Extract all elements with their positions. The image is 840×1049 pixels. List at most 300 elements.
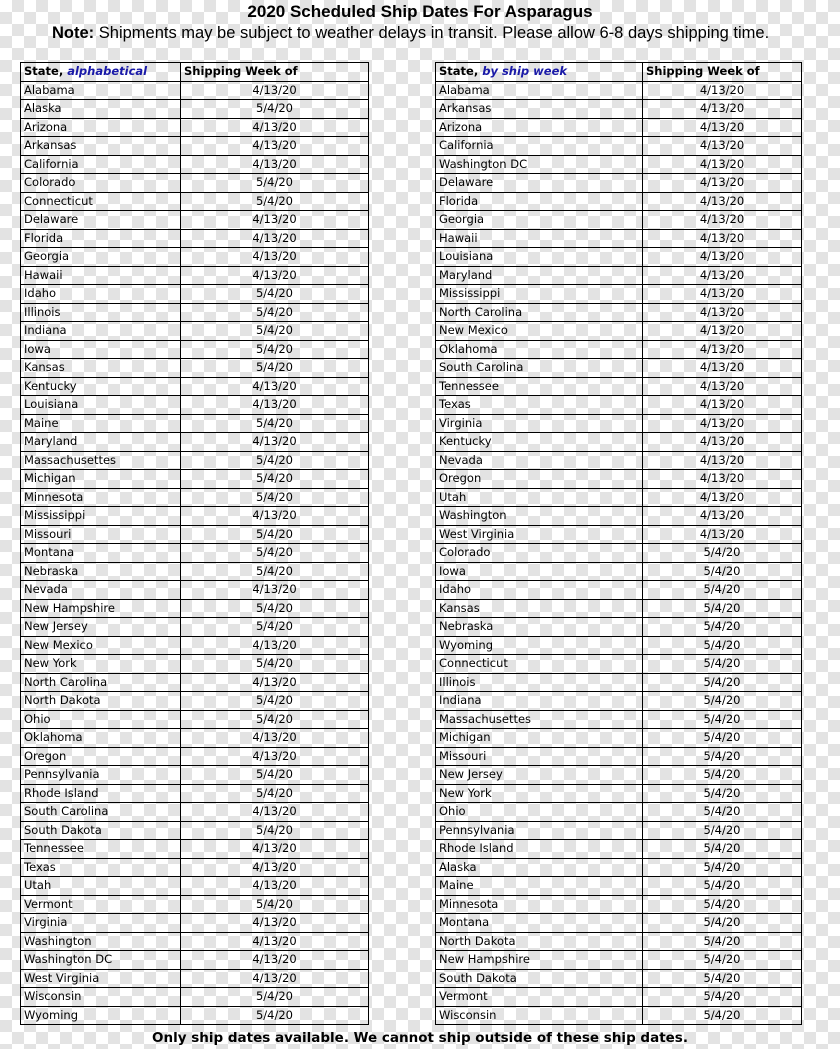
ship-date-cell: 4/13/20	[643, 155, 802, 174]
state-cell: Hawaii	[21, 266, 181, 285]
state-cell: North Carolina	[21, 673, 181, 692]
ship-date-cell: 4/13/20	[643, 322, 802, 341]
week-column-header: Shipping Week of	[643, 63, 802, 82]
ship-date-cell: 5/4/20	[643, 803, 802, 822]
table-row	[21, 803, 369, 822]
ship-date-cell: 4/13/20	[181, 747, 369, 766]
state-cell: South Dakota	[436, 969, 643, 988]
ship-date-cell: 5/4/20	[181, 692, 369, 711]
table-row	[21, 544, 369, 563]
table-row	[21, 248, 369, 267]
table-row	[436, 100, 802, 119]
table-row	[21, 322, 369, 341]
state-header-label: State,	[24, 64, 68, 79]
ship-date-cell: 4/13/20	[181, 248, 369, 267]
ship-date-cell: 4/13/20	[643, 525, 802, 544]
table-row	[21, 1006, 369, 1025]
state-cell: Illinois	[436, 673, 643, 692]
table-row	[436, 895, 802, 914]
table-row	[21, 100, 369, 119]
table-row	[21, 137, 369, 156]
ship-date-cell: 5/4/20	[643, 692, 802, 711]
table-row	[21, 174, 369, 193]
state-cell: Georgia	[21, 248, 181, 267]
table-row	[436, 951, 802, 970]
ship-date-cell: 5/4/20	[181, 451, 369, 470]
state-cell: Utah	[436, 488, 643, 507]
table-row	[21, 525, 369, 544]
state-cell: Maryland	[21, 433, 181, 452]
table-row	[436, 229, 802, 248]
table-row	[21, 488, 369, 507]
state-cell: Wisconsin	[436, 1006, 643, 1025]
ship-date-cell: 5/4/20	[643, 673, 802, 692]
table-row	[436, 840, 802, 859]
state-cell: Rhode Island	[21, 784, 181, 803]
table-row	[436, 525, 802, 544]
alphabetical-table	[20, 62, 369, 1025]
state-cell: Michigan	[436, 729, 643, 748]
table-row	[21, 951, 369, 970]
table-row	[436, 340, 802, 359]
by-ship-week-table-body	[436, 81, 802, 1025]
ship-date-cell: 4/13/20	[181, 266, 369, 285]
table-row	[436, 285, 802, 304]
table-row	[21, 211, 369, 230]
state-cell: Arkansas	[436, 100, 643, 119]
table-row	[436, 118, 802, 137]
state-cell: Virginia	[436, 414, 643, 433]
table-row	[21, 192, 369, 211]
table-row	[436, 969, 802, 988]
ship-date-cell: 4/13/20	[181, 729, 369, 748]
ship-date-cell: 5/4/20	[181, 988, 369, 1007]
ship-date-cell: 4/13/20	[181, 507, 369, 526]
state-cell: Oklahoma	[21, 729, 181, 748]
state-cell: New Jersey	[21, 618, 181, 637]
ship-date-cell: 4/13/20	[181, 914, 369, 933]
state-cell: Nevada	[21, 581, 181, 600]
ship-date-cell: 4/13/20	[643, 451, 802, 470]
state-cell: Idaho	[21, 285, 181, 304]
state-cell: California	[21, 155, 181, 174]
state-cell: Indiana	[436, 692, 643, 711]
ship-date-cell: 4/13/20	[643, 470, 802, 489]
ship-date-cell: 5/4/20	[643, 914, 802, 933]
table-header-row	[436, 63, 802, 82]
table-row	[436, 488, 802, 507]
state-header-label: State,	[439, 64, 483, 79]
ship-date-cell: 4/13/20	[643, 303, 802, 322]
table-row	[436, 303, 802, 322]
table-row	[436, 821, 802, 840]
ship-date-cell: 5/4/20	[643, 729, 802, 748]
ship-date-cell: 4/13/20	[643, 192, 802, 211]
ship-date-cell: 4/13/20	[181, 636, 369, 655]
ship-date-cell: 4/13/20	[643, 507, 802, 526]
state-cell: North Dakota	[21, 692, 181, 711]
state-cell: Connecticut	[21, 192, 181, 211]
table-row	[21, 266, 369, 285]
ship-date-cell: 5/4/20	[643, 821, 802, 840]
state-cell: Florida	[436, 192, 643, 211]
state-cell: Nebraska	[436, 618, 643, 637]
ship-date-cell: 5/4/20	[181, 525, 369, 544]
ship-date-cell: 5/4/20	[643, 710, 802, 729]
ship-date-cell: 5/4/20	[181, 359, 369, 378]
table-row	[436, 470, 802, 489]
table-row	[436, 248, 802, 267]
ship-date-cell: 4/13/20	[643, 266, 802, 285]
state-cell: Rhode Island	[436, 840, 643, 859]
table-row	[21, 895, 369, 914]
table-row	[436, 692, 802, 711]
state-cell: Maine	[436, 877, 643, 896]
table-row	[436, 451, 802, 470]
table-row	[436, 655, 802, 674]
table-row	[436, 729, 802, 748]
table-row	[21, 988, 369, 1007]
table-row	[436, 1006, 802, 1025]
table-row	[436, 784, 802, 803]
ship-date-cell: 4/13/20	[643, 229, 802, 248]
table-row	[21, 229, 369, 248]
state-cell: New York	[21, 655, 181, 674]
state-cell: Michigan	[21, 470, 181, 489]
ship-date-cell: 4/13/20	[643, 414, 802, 433]
ship-date-cell: 4/13/20	[181, 377, 369, 396]
sort-note: by ship week	[482, 64, 568, 79]
state-cell: New Hampshire	[21, 599, 181, 618]
table-row	[436, 211, 802, 230]
state-cell: Wisconsin	[21, 988, 181, 1007]
state-cell: Washington DC	[436, 155, 643, 174]
ship-date-cell: 5/4/20	[181, 766, 369, 785]
ship-date-cell: 5/4/20	[181, 562, 369, 581]
state-cell: Alaska	[436, 858, 643, 877]
ship-date-cell: 5/4/20	[643, 840, 802, 859]
state-cell: Texas	[21, 858, 181, 877]
state-cell: Vermont	[21, 895, 181, 914]
state-cell: North Dakota	[436, 932, 643, 951]
table-row	[436, 544, 802, 563]
state-cell: West Virginia	[21, 969, 181, 988]
ship-date-cell: 5/4/20	[181, 192, 369, 211]
table-row	[21, 414, 369, 433]
ship-date-cell: 4/13/20	[643, 377, 802, 396]
ship-date-cell: 5/4/20	[181, 821, 369, 840]
state-cell: Montana	[436, 914, 643, 933]
state-cell: Delaware	[21, 211, 181, 230]
ship-date-cell: 5/4/20	[643, 581, 802, 600]
state-cell: Arkansas	[21, 137, 181, 156]
state-cell: North Carolina	[436, 303, 643, 322]
state-cell: Louisiana	[436, 248, 643, 267]
state-cell: Washington DC	[21, 951, 181, 970]
state-cell: Maine	[21, 414, 181, 433]
ship-date-cell: 4/13/20	[643, 248, 802, 267]
state-cell: West Virginia	[436, 525, 643, 544]
ship-date-cell: 4/13/20	[181, 118, 369, 137]
ship-date-cell: 4/13/20	[181, 229, 369, 248]
state-cell: Pennsylvania	[436, 821, 643, 840]
ship-date-cell: 5/4/20	[181, 322, 369, 341]
table-row	[21, 692, 369, 711]
table-row	[21, 969, 369, 988]
ship-date-cell: 5/4/20	[643, 599, 802, 618]
table-row	[21, 747, 369, 766]
ship-date-cell: 4/13/20	[643, 211, 802, 230]
state-cell: Washington	[21, 932, 181, 951]
ship-date-cell: 4/13/20	[181, 81, 369, 100]
ship-date-cell: 5/4/20	[181, 1006, 369, 1025]
table-row	[21, 821, 369, 840]
table-row	[21, 914, 369, 933]
week-column-header: Shipping Week of	[181, 63, 369, 82]
state-cell: California	[436, 137, 643, 156]
ship-date-cell: 5/4/20	[643, 1006, 802, 1025]
ship-date-cell: 4/13/20	[181, 137, 369, 156]
table-row	[21, 396, 369, 415]
ship-date-cell: 5/4/20	[181, 285, 369, 304]
by-ship-week-table	[435, 62, 802, 1025]
ship-date-cell: 4/13/20	[181, 877, 369, 896]
table-row	[21, 655, 369, 674]
table-row	[21, 618, 369, 637]
state-cell: Mississippi	[21, 507, 181, 526]
ship-date-cell: 5/4/20	[181, 544, 369, 563]
ship-date-cell: 5/4/20	[181, 618, 369, 637]
state-cell: Mississippi	[436, 285, 643, 304]
state-cell: Maryland	[436, 266, 643, 285]
table-row	[436, 932, 802, 951]
ship-date-cell: 4/13/20	[181, 969, 369, 988]
ship-date-cell: 4/13/20	[181, 951, 369, 970]
ship-date-cell: 4/13/20	[643, 433, 802, 452]
table-row	[21, 784, 369, 803]
table-row	[436, 396, 802, 415]
ship-date-cell: 5/4/20	[181, 784, 369, 803]
table-row	[436, 766, 802, 785]
table-row	[21, 766, 369, 785]
table-row	[21, 451, 369, 470]
ship-date-cell: 5/4/20	[181, 340, 369, 359]
state-cell: Montana	[21, 544, 181, 563]
state-cell: Georgia	[436, 211, 643, 230]
table-header-row	[21, 63, 369, 82]
ship-date-cell: 5/4/20	[643, 858, 802, 877]
table-row	[21, 340, 369, 359]
state-cell: Idaho	[436, 581, 643, 600]
ship-date-cell: 5/4/20	[181, 895, 369, 914]
state-cell: New Jersey	[436, 766, 643, 785]
ship-date-cell: 5/4/20	[643, 747, 802, 766]
ship-date-cell: 5/4/20	[643, 877, 802, 896]
ship-date-cell: 5/4/20	[181, 599, 369, 618]
table-row	[21, 562, 369, 581]
table-row	[436, 877, 802, 896]
table-row	[436, 673, 802, 692]
state-cell: Illinois	[21, 303, 181, 322]
state-cell: Tennessee	[21, 840, 181, 859]
state-cell: Kentucky	[21, 377, 181, 396]
ship-date-cell: 5/4/20	[181, 174, 369, 193]
table-row	[21, 377, 369, 396]
state-cell: Wyoming	[436, 636, 643, 655]
ship-date-cell: 5/4/20	[643, 932, 802, 951]
table-row	[21, 433, 369, 452]
ship-date-cell: 5/4/20	[181, 470, 369, 489]
table-row	[436, 174, 802, 193]
state-cell: Ohio	[21, 710, 181, 729]
ship-date-cell: 4/13/20	[643, 340, 802, 359]
table-row	[436, 914, 802, 933]
table-row	[436, 155, 802, 174]
state-cell: Vermont	[436, 988, 643, 1007]
table-row	[21, 581, 369, 600]
page-title: 2020 Scheduled Ship Dates For Asparagus	[247, 2, 593, 21]
ship-date-cell: 5/4/20	[643, 618, 802, 637]
table-row	[21, 877, 369, 896]
state-cell: Arizona	[436, 118, 643, 137]
state-cell: Oregon	[436, 470, 643, 489]
ship-date-cell: 4/13/20	[181, 211, 369, 230]
state-cell: Oklahoma	[436, 340, 643, 359]
state-cell: New Mexico	[436, 322, 643, 341]
table-row	[21, 303, 369, 322]
ship-date-cell: 4/13/20	[181, 673, 369, 692]
table-row	[436, 507, 802, 526]
state-cell: Colorado	[21, 174, 181, 193]
ship-date-cell: 5/4/20	[181, 303, 369, 322]
note-text: Shipments may be subject to weather delays in transit. Please allow 6-8 days shipping time.	[94, 24, 770, 42]
ship-date-cell: 4/13/20	[643, 81, 802, 100]
ship-date-cell: 5/4/20	[181, 710, 369, 729]
state-cell: Missouri	[21, 525, 181, 544]
ship-date-cell: 4/13/20	[181, 155, 369, 174]
table-row	[436, 81, 802, 100]
table-row	[21, 673, 369, 692]
ship-date-cell: 4/13/20	[643, 396, 802, 415]
table-row	[21, 81, 369, 100]
state-cell: Iowa	[21, 340, 181, 359]
state-cell: Alaska	[21, 100, 181, 119]
ship-date-cell: 4/13/20	[643, 174, 802, 193]
state-cell: Ohio	[436, 803, 643, 822]
state-cell: New York	[436, 784, 643, 803]
table-row	[436, 988, 802, 1007]
state-column-header	[436, 63, 643, 82]
state-cell: Texas	[436, 396, 643, 415]
state-cell: Louisiana	[21, 396, 181, 415]
table-row	[436, 359, 802, 378]
table-row	[21, 636, 369, 655]
table-row	[21, 840, 369, 859]
shipping-note	[52, 23, 832, 43]
state-cell: Nevada	[436, 451, 643, 470]
table-row	[21, 932, 369, 951]
state-cell: Oregon	[21, 747, 181, 766]
ship-date-cell: 5/4/20	[643, 655, 802, 674]
table-row	[436, 377, 802, 396]
table-row	[21, 285, 369, 304]
state-cell: Massachusettes	[21, 451, 181, 470]
table-row	[436, 747, 802, 766]
state-cell: Indiana	[21, 322, 181, 341]
ship-date-cell: 4/13/20	[181, 803, 369, 822]
table-row	[436, 803, 802, 822]
ship-date-cell: 4/13/20	[643, 137, 802, 156]
ship-date-cell: 5/4/20	[643, 969, 802, 988]
state-cell: Utah	[21, 877, 181, 896]
table-row	[436, 618, 802, 637]
state-cell: Tennessee	[436, 377, 643, 396]
table-row	[436, 599, 802, 618]
ship-date-cell: 4/13/20	[181, 840, 369, 859]
table-row	[436, 858, 802, 877]
footer-note: Only ship dates available. We cannot ship outside of these ship dates.	[152, 1030, 688, 1046]
ship-date-cell: 5/4/20	[181, 414, 369, 433]
table-row	[436, 192, 802, 211]
state-cell: Kentucky	[436, 433, 643, 452]
state-cell: Washington	[436, 507, 643, 526]
state-cell: Kansas	[21, 359, 181, 378]
table-row	[21, 359, 369, 378]
ship-date-cell: 5/4/20	[643, 895, 802, 914]
ship-date-cell: 5/4/20	[643, 951, 802, 970]
ship-date-cell: 5/4/20	[643, 988, 802, 1007]
state-column-header	[21, 63, 181, 82]
state-cell: Nebraska	[21, 562, 181, 581]
table-row	[436, 636, 802, 655]
ship-date-cell: 5/4/20	[181, 655, 369, 674]
table-row	[21, 507, 369, 526]
state-cell: Kansas	[436, 599, 643, 618]
note-label: Note:	[52, 24, 95, 42]
state-cell: Connecticut	[436, 655, 643, 674]
table-row	[436, 414, 802, 433]
ship-date-cell: 5/4/20	[643, 562, 802, 581]
state-cell: Arizona	[21, 118, 181, 137]
table-row	[21, 858, 369, 877]
table-row	[21, 118, 369, 137]
state-cell: Wyoming	[21, 1006, 181, 1025]
state-cell: South Carolina	[436, 359, 643, 378]
table-row	[21, 155, 369, 174]
table-row	[21, 729, 369, 748]
state-cell: Colorado	[436, 544, 643, 563]
table-row	[436, 266, 802, 285]
state-cell: Alabama	[436, 81, 643, 100]
state-cell: Virginia	[21, 914, 181, 933]
state-cell: Alabama	[21, 81, 181, 100]
ship-date-cell: 4/13/20	[643, 118, 802, 137]
alphabetical-table-body	[21, 81, 369, 1025]
table-row	[21, 599, 369, 618]
ship-date-cell: 5/4/20	[643, 784, 802, 803]
state-cell: Minnesota	[436, 895, 643, 914]
ship-date-cell: 4/13/20	[643, 359, 802, 378]
state-cell: Massachusettes	[436, 710, 643, 729]
ship-date-cell: 4/13/20	[181, 396, 369, 415]
table-row	[436, 322, 802, 341]
state-cell: Minnesota	[21, 488, 181, 507]
state-cell: Pennsylvania	[21, 766, 181, 785]
state-cell: South Dakota	[21, 821, 181, 840]
ship-date-cell: 5/4/20	[643, 766, 802, 785]
state-cell: New Hampshire	[436, 951, 643, 970]
state-cell: Florida	[21, 229, 181, 248]
